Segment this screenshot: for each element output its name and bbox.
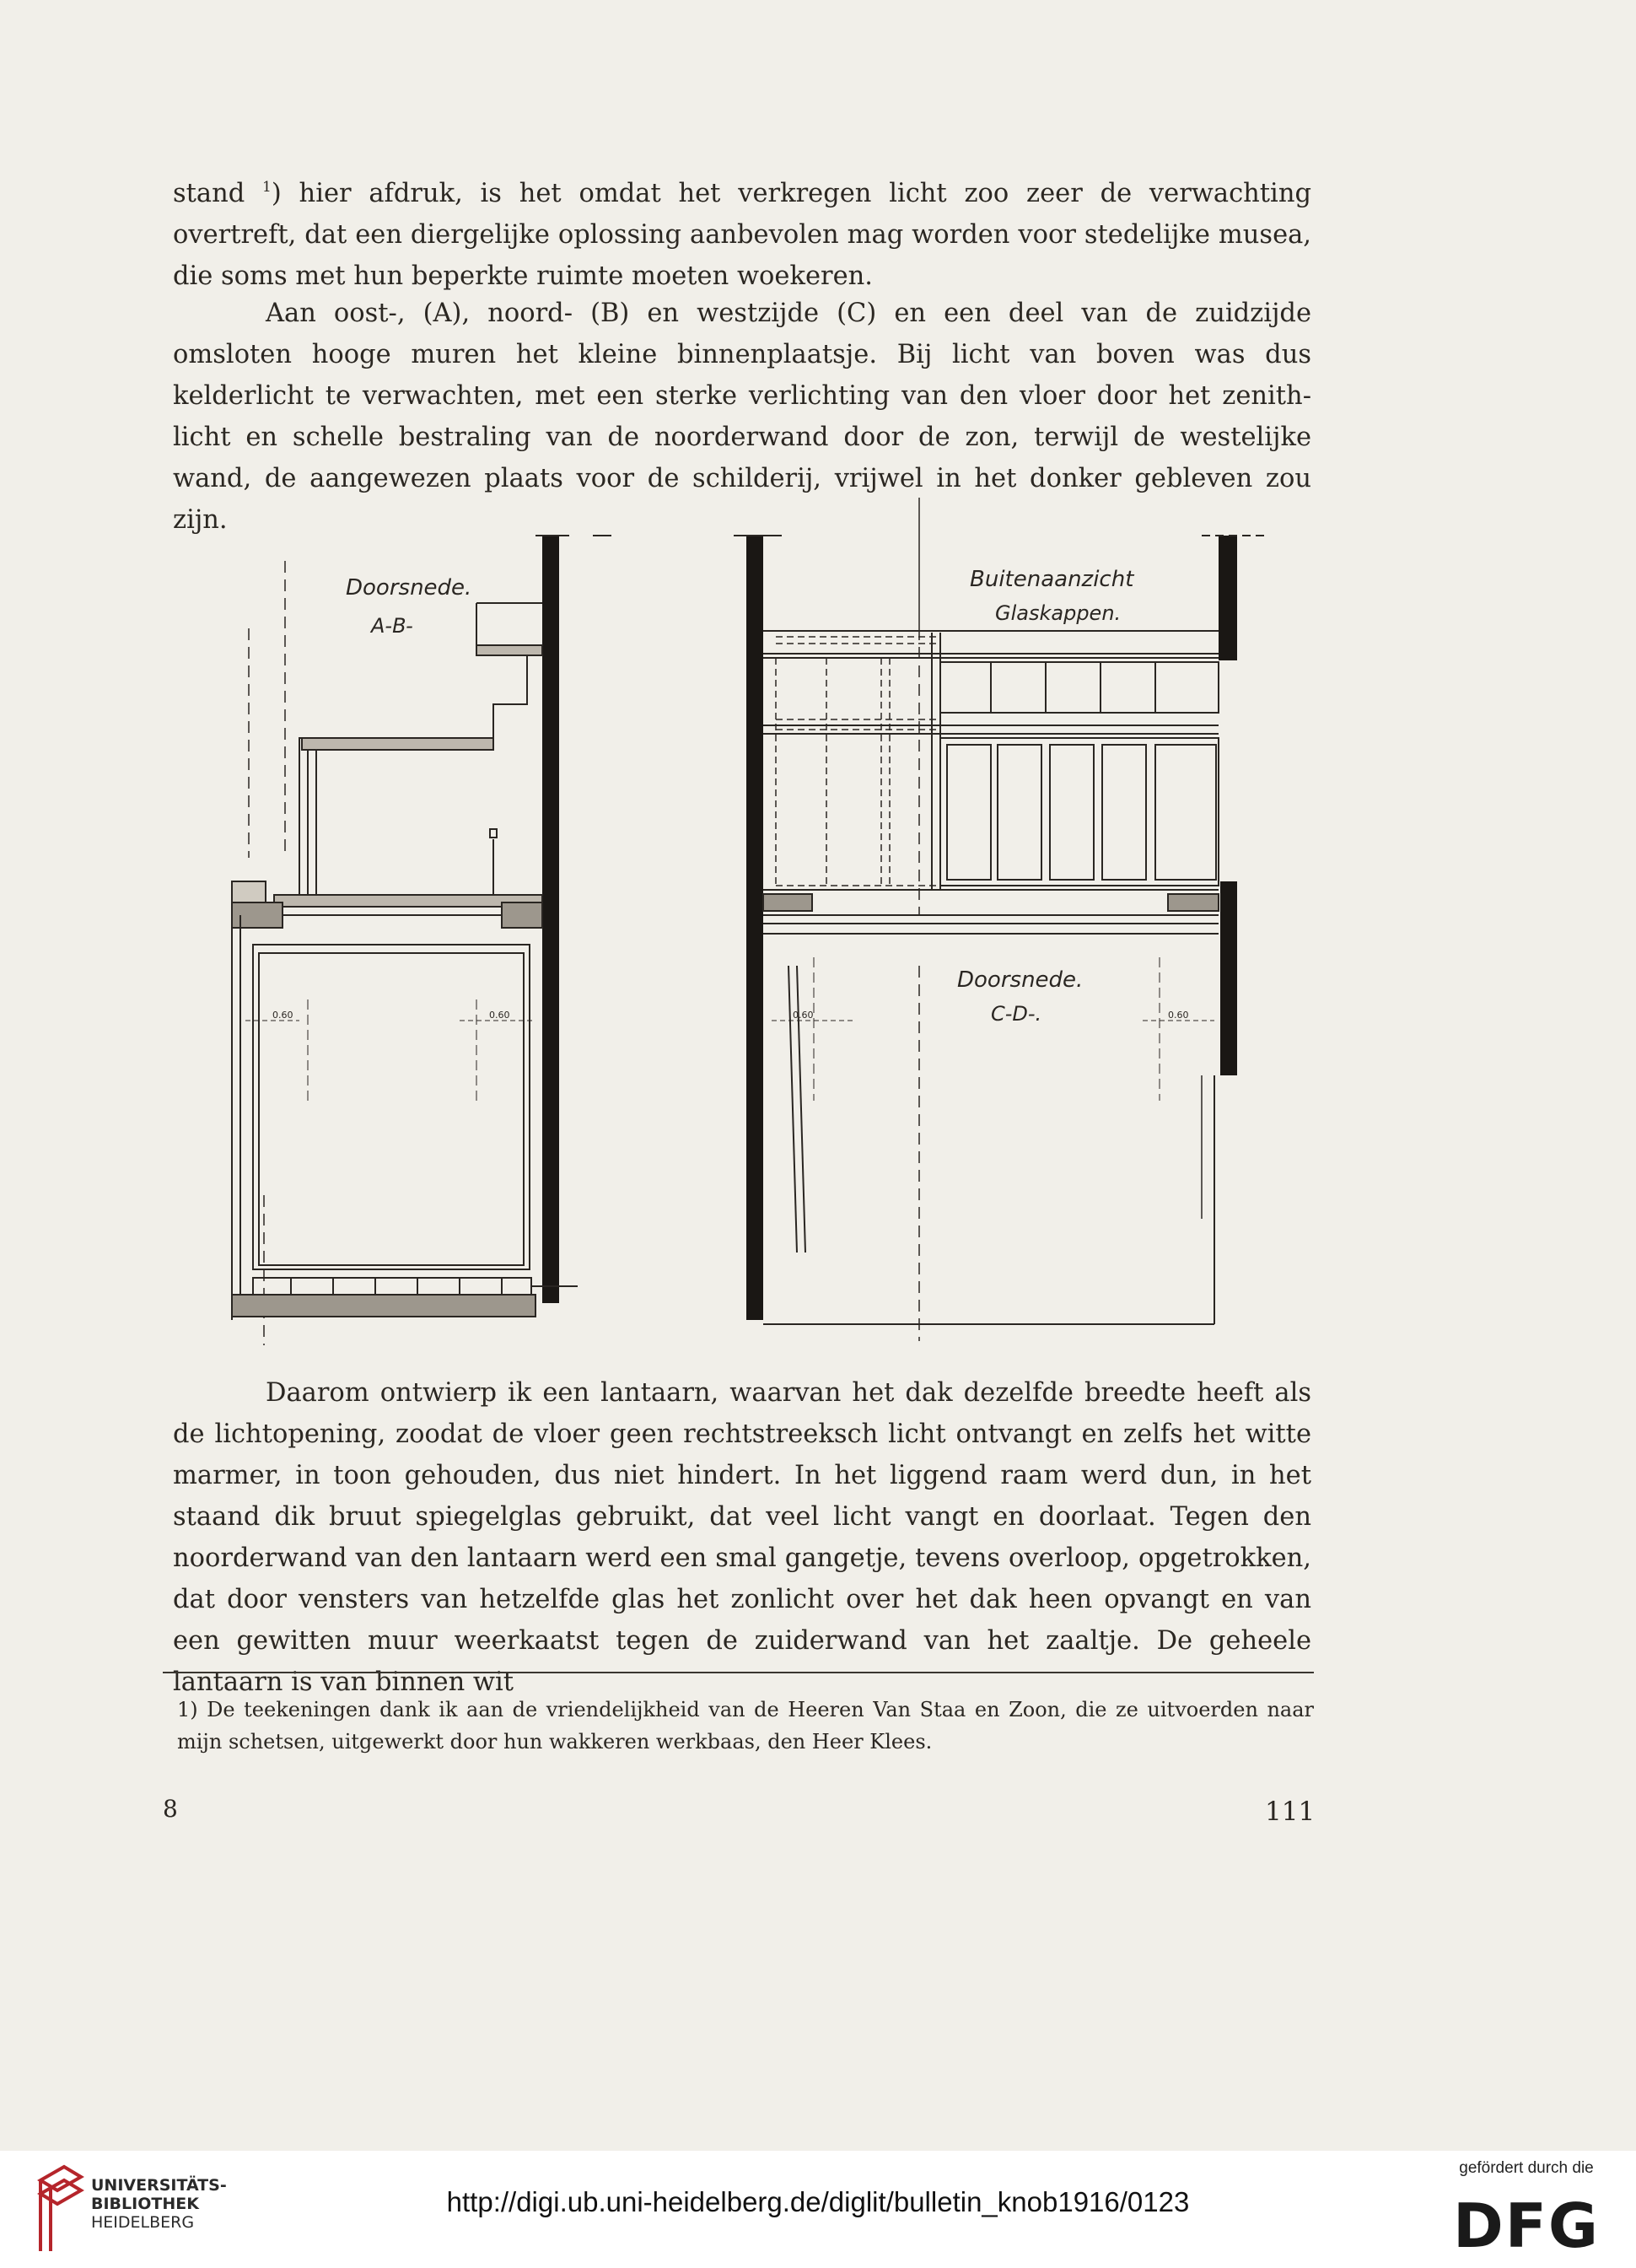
paragraph-1-text: ) hier afdruk, is het omdat het verkregen licht zoo zeer de verwachting overtreft, dat een diergelijke oplossing aanbevolen mag worden voor stedelijke musea, die soms met hun beperkte ruimte moeten woekeren.: [173, 179, 1311, 291]
left-dimension-label-2: 0.60: [489, 1010, 510, 1021]
paragraph-1-start: stand: [173, 179, 263, 208]
paragraph-3: Daarom ontwierp ik een lantaarn, waarvan het dak dezelfde breedte heeft als de lichtopening, zoodat de vloer geen rechtstreeksch licht ontvangt en zelfs het witte marmer, in toon gehouden, dus niet hindert. In het liggend raam werd dun, in het staand dik bruut spiegelglas gebruikt, dat veel licht vangt en doorlaat. Tegen den noorderwand van den lantaarn werd een smal gangetje, tevens overloop, opgetrokken, dat door vensters van hetzelfde glas het zonlicht over het dak heen opvangt en van een gewitten muur weerkaatst tegen de zuiderwand van het zaaltje. De geheele lantaarn is van binnen wit: [173, 1378, 1311, 1697]
left-section-drawing: [232, 536, 611, 1345]
footnote: 1) De teekeningen dank ik aan de vriendelijkheid van de Heeren Van Staa en Zoon, die ze uitvoerden naar mijn schetsen, uitgewerkt door hun wakkeren werkbaas, den Heer Klees.: [177, 1698, 1314, 1754]
library-name-line-1: UNIVERSITÄTS-: [91, 2176, 227, 2195]
paragraph-2: Aan oost-, (A), noord- (B) en westzijde (C) en een deel van de zuidzijde omsloten hooge muren het kleine binnenplaatsje. Bij licht van boven was dus kelderlicht te verwachten, met een sterke verlichting van den vloer door het zenith-licht en schelle bestraling van de noorderwand door de zon, terwijl de westelijke wand, de aangewezen plaats voor de schilderij, vrijwel in het donker gebleven zou zijn.: [173, 299, 1311, 535]
funded-by-label: gefördert durch die: [1459, 2159, 1594, 2177]
library-name-line-2: BIBLIOTHEK: [91, 2195, 199, 2213]
dfg-logo-text: DFG: [1452, 2191, 1601, 2259]
right-top-drawing-title: Buitenaanzicht: [970, 567, 1134, 592]
permalink-url[interactable]: http://digi.ub.uni-heidelberg.de/diglit/bulletin_knob1916/0123: [446, 2186, 1190, 2217]
dfg-logo-icon[interactable]: [1442, 2191, 1611, 2259]
paragraph-1: [173, 173, 1311, 297]
left-drawing-title: Doorsnede.: [346, 575, 472, 601]
library-name-line-3: HEIDELBERG: [91, 2213, 195, 2232]
footnote-reference[interactable]: 1: [262, 179, 272, 196]
right-top-drawing-subtitle: Glaskappen.: [995, 601, 1122, 625]
right-mid-drawing-subtitle: C-D-.: [991, 1002, 1042, 1026]
signature-mark: 8: [163, 1795, 178, 1823]
footnote-rule: [163, 1672, 1314, 1673]
left-drawing-subtitle: A-B-: [371, 614, 413, 638]
left-dimension-label-1: 0.60: [272, 1010, 293, 1021]
page-number: 111: [1265, 1797, 1316, 1827]
architectural-drawing: [215, 493, 1286, 1345]
right-dimension-label-2: 0.60: [1168, 1010, 1189, 1021]
right-mid-drawing-title: Doorsnede.: [957, 967, 1084, 993]
right-dimension-label-1: 0.60: [793, 1010, 814, 1021]
